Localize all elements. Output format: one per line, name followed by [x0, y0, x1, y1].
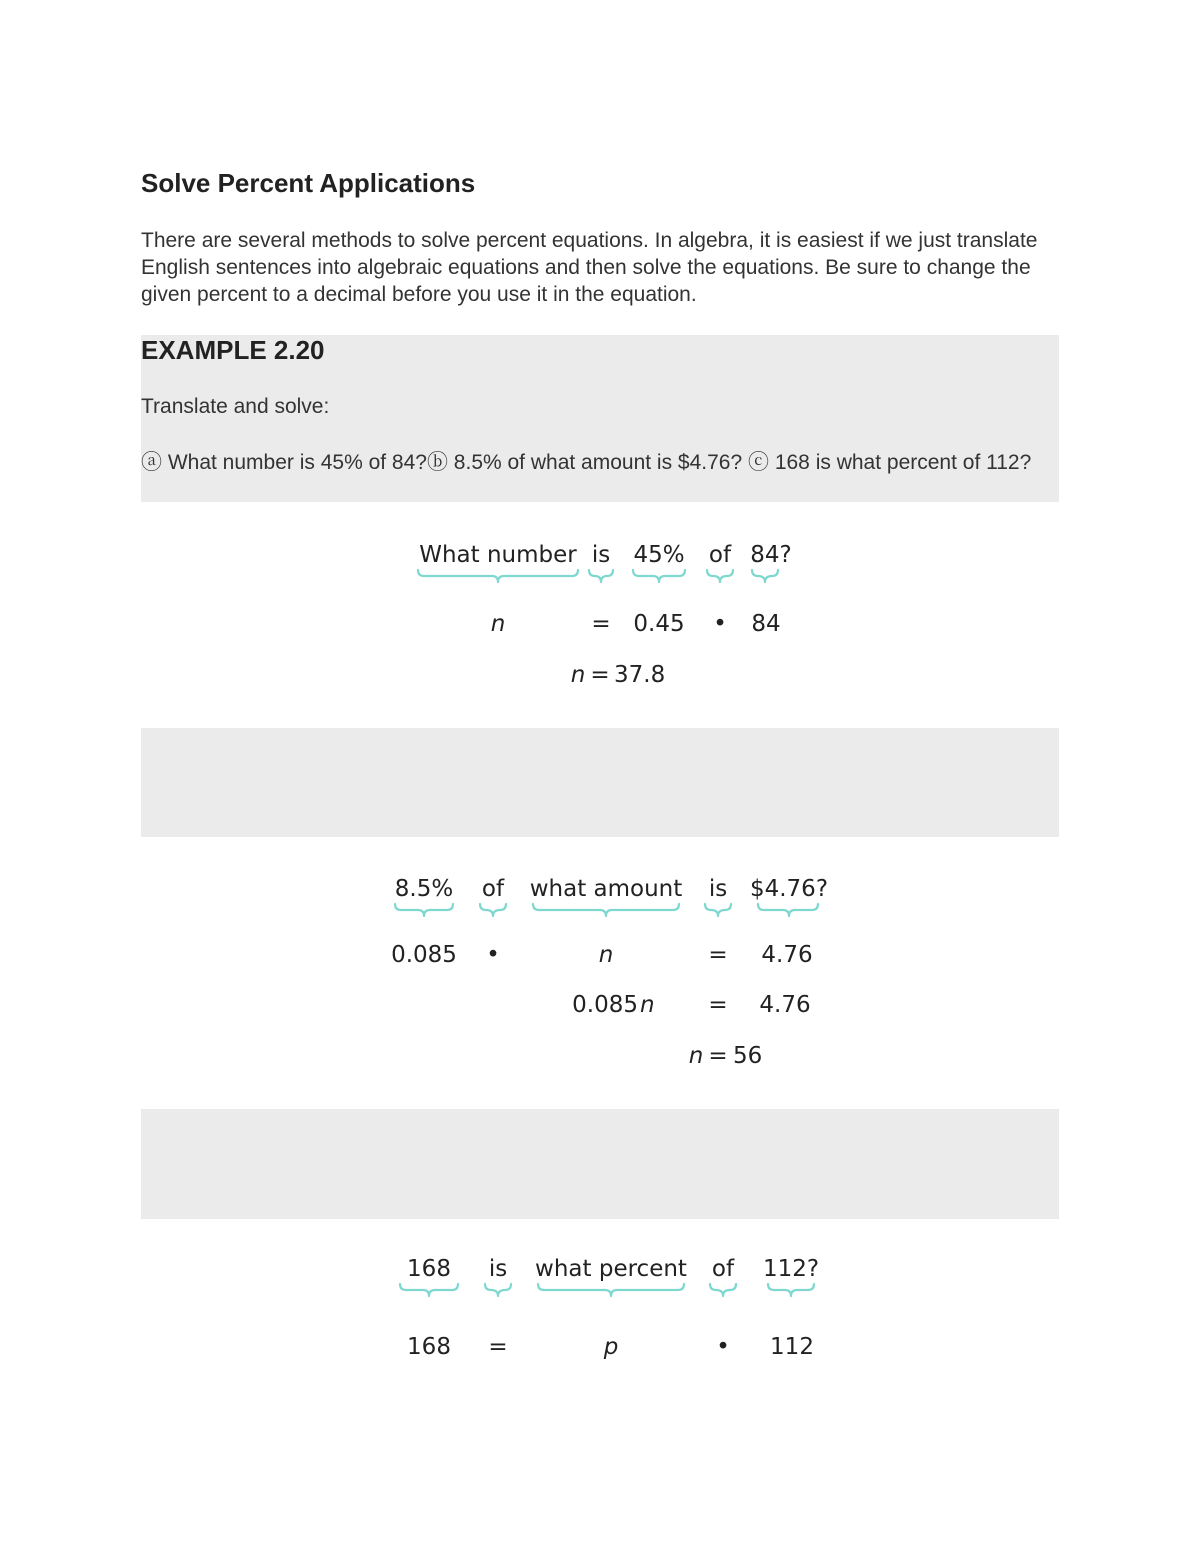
part-b-equation-term: 4.76	[761, 942, 813, 968]
part-c-phrase-word: is	[488, 1256, 508, 1282]
part-c-phrase-word: 112?	[762, 1256, 820, 1282]
part-a-phrase-word: of	[708, 542, 732, 568]
underbrace	[485, 1284, 511, 1296]
underbrace	[768, 1284, 814, 1296]
example-instruction: Translate and solve:	[141, 395, 330, 418]
part-a-phrase-word: is	[591, 542, 611, 568]
part-a-solution	[418, 542, 792, 688]
part-a-solution-var: n	[570, 662, 586, 688]
part-a-phrase-word: What number	[419, 542, 577, 568]
example-heading: EXAMPLE 2.20	[141, 335, 325, 365]
underbrace	[707, 570, 733, 582]
part-a-phrase-word: 84?	[750, 542, 792, 568]
part-a-equation-term: =	[591, 611, 611, 637]
part-c-equation-term: p	[603, 1334, 619, 1360]
underbrace	[752, 570, 778, 582]
part-a-solution-eq: =	[590, 662, 610, 688]
part-c-equation-term: 112	[770, 1334, 814, 1360]
underbrace	[705, 904, 731, 916]
underbrace	[418, 570, 578, 582]
intro-paragraph: There are several methods to solve percent equations. In algebra, it is easiest if we just translate English sentences into algebraic equations and then solve the equations. Be sure to change the given percent to a decimal before you use it in the equation.	[141, 229, 1038, 306]
example-prompt: ⓐ What number is 45% of 84?ⓑ 8.5% of what amount is $4.76? ⓒ 168 is what percent of 112?	[141, 451, 1032, 474]
part-b-equation-term: =	[708, 942, 728, 968]
part-a-equation-term: n	[490, 611, 506, 637]
part-c-equation-term: 168	[407, 1334, 451, 1360]
part-b-step-coefficient: 0.085	[572, 992, 638, 1018]
underbrace	[480, 904, 506, 916]
underbrace	[538, 1284, 684, 1296]
underbrace	[589, 570, 613, 582]
underbrace	[758, 904, 818, 916]
part-c-phrase-word: what percent	[535, 1256, 687, 1282]
part-b-solution-value: 56	[733, 1043, 763, 1069]
underbrace	[395, 904, 453, 916]
underbrace	[633, 570, 685, 582]
part-c-equation-term: =	[488, 1334, 508, 1360]
part-b-solution-eq: =	[708, 1043, 728, 1069]
part-b-phrase-word: what amount	[529, 876, 683, 902]
part-a-phrase-word: 45%	[633, 542, 685, 568]
part-b-equation-term: •	[486, 942, 500, 968]
part-b-solution-var: n	[688, 1043, 704, 1069]
part-b-phrase-word: of	[481, 876, 505, 902]
part-a-equation-term: 0.45	[633, 611, 685, 637]
part-c-equation-term: •	[716, 1334, 730, 1360]
part-a-equation-term: •	[713, 611, 727, 637]
underbrace	[400, 1284, 458, 1296]
underbrace	[710, 1284, 736, 1296]
part-b-phrase-word: is	[708, 876, 728, 902]
part-b-step-value: 4.76	[759, 992, 811, 1018]
page-title: Solve Percent Applications	[141, 168, 476, 198]
part-c-phrase-word: of	[711, 1256, 735, 1282]
part-c-solution	[400, 1256, 819, 1360]
part-a-solution-value: 37.8	[614, 662, 666, 688]
part-b-step-eq: =	[708, 992, 728, 1018]
part-c-phrase-word: 168	[407, 1256, 451, 1282]
part-b-phrase-word: 8.5%	[394, 876, 454, 902]
part-b-solution	[391, 876, 828, 1069]
part-b-step-var: n	[640, 992, 655, 1018]
part-b-phrase-word: $4.76?	[749, 876, 829, 902]
underbrace	[533, 904, 679, 916]
part-b-equation-term: n	[598, 942, 614, 968]
part-b-equation-term: 0.085	[391, 942, 457, 968]
part-a-equation-term: 84	[751, 611, 781, 637]
